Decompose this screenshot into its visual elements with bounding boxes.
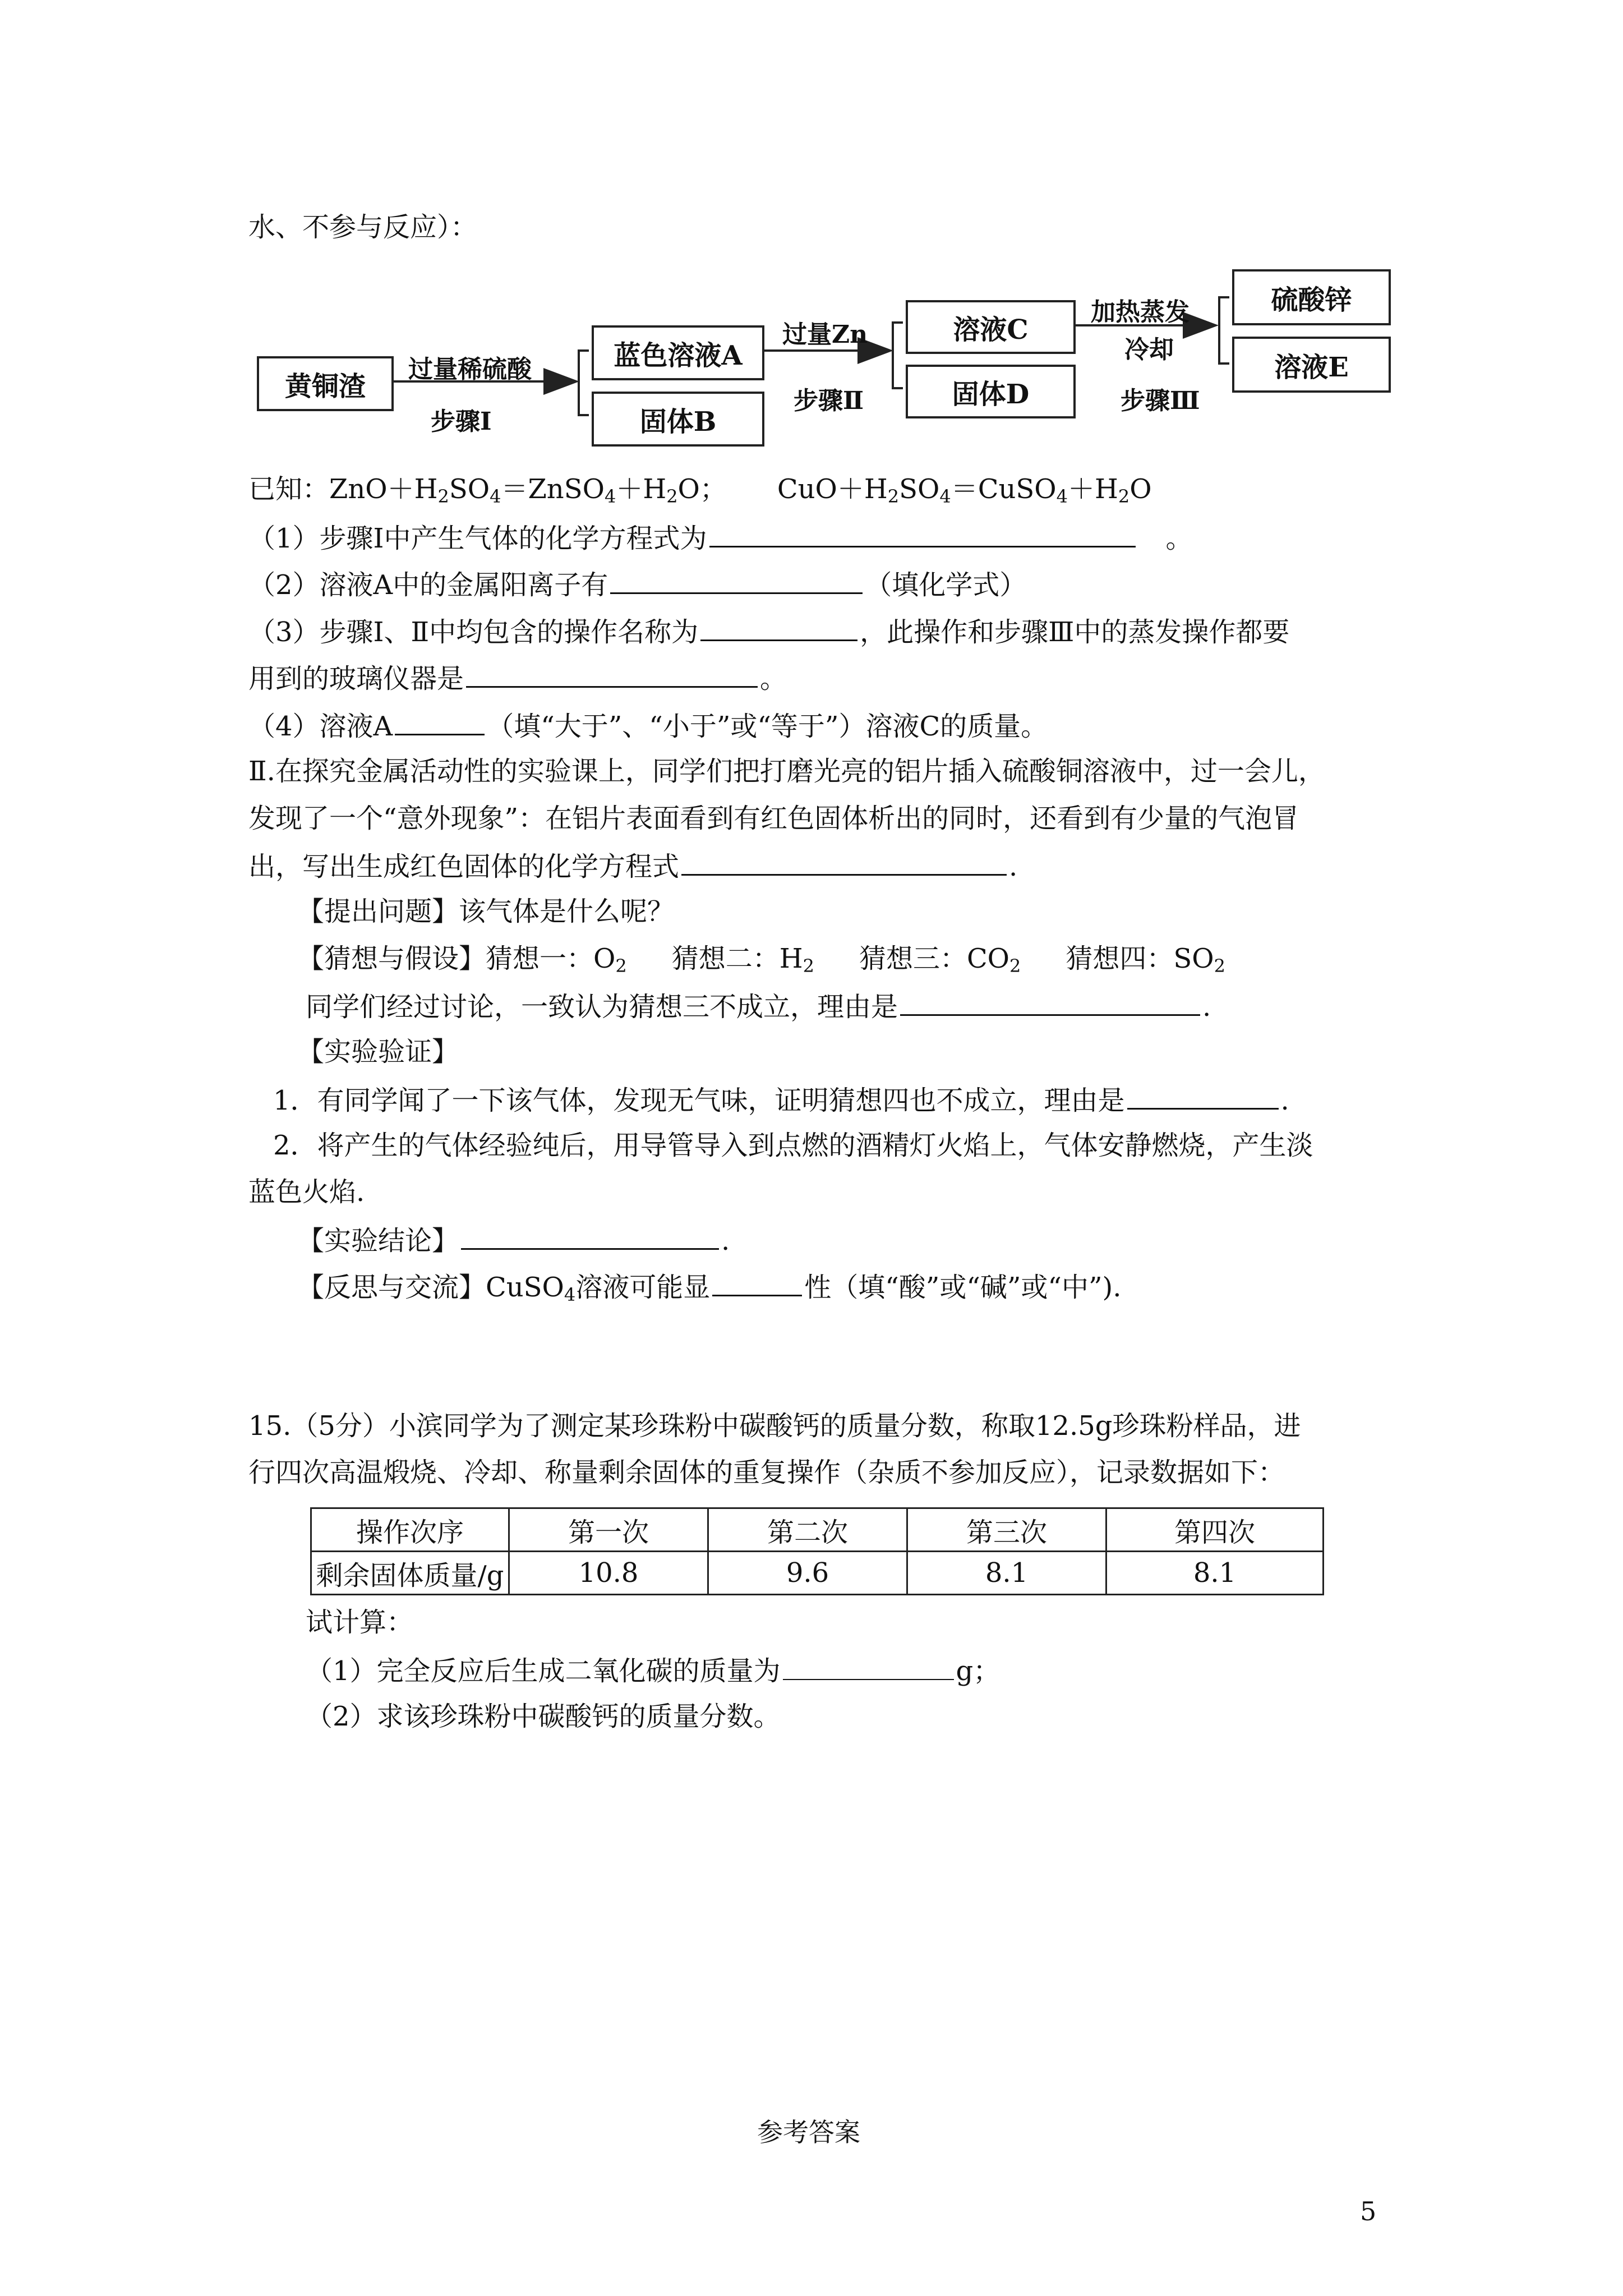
calc-1: （1）完全反应后生成二氧化碳的质量为 g； [306, 1652, 1000, 1689]
ask-question: 【提出问题】该气体是什么呢？ [297, 896, 675, 927]
known-equations: 已知：$ZnO+H_2SO_4=ZnSO_4+H_2O$； $CuO+H_2SO_4=CuSO_4+H_2O$ [248, 473, 1152, 507]
table-header-cell: 第二次 [708, 1508, 907, 1552]
box-solution-c: 溶液C [906, 300, 1076, 354]
table-cell: 9.6 [708, 1552, 907, 1595]
calc-2: （2）求该珍珠粉中碳酸钙的质量分数。 [306, 1701, 781, 1732]
answer-blank-q3a[interactable] [700, 613, 857, 641]
bracket-3 [1219, 297, 1229, 364]
table-header-cell: 第四次 [1106, 1508, 1324, 1552]
box-brass-slag: 黄铜渣 [257, 356, 394, 411]
verify-1: 1．有同学闻了一下该气体，发现无气味，证明猜想四也不成立，理由是 . [273, 1081, 1289, 1119]
question-1: （1）步骤Ⅰ中产生气体的化学方程式为 。 [248, 519, 1193, 556]
table-cell: 8.1 [1106, 1552, 1324, 1595]
label-excess-zn: 过量Zn [782, 320, 868, 349]
table-row [311, 1552, 1324, 1595]
table-header-cell: 操作次序 [311, 1508, 509, 1552]
verify-2-line2: 蓝色火焰. [248, 1176, 365, 1208]
part2-line1: Ⅱ.在探究金属活动性的实验课上，同学们把打磨光亮的铝片插入硫酸铜溶液中，过一会儿， [248, 756, 1325, 787]
verify-heading: 【实验验证】 [297, 1036, 459, 1068]
table-cell: 10.8 [509, 1552, 708, 1595]
answer-blank-conclusion[interactable] [461, 1221, 719, 1250]
verify-2-line1: 2．将产生的气体经验纯后，用导管导入到点燃的酒精灯火焰上，气体安静燃烧，产生淡 [273, 1130, 1313, 1161]
box-solid-d: 固体D [906, 365, 1076, 418]
conclusion: 【实验结论】 . [297, 1221, 730, 1259]
answer-blank-acidity[interactable] [712, 1268, 802, 1296]
table-header-row [311, 1508, 1324, 1552]
table-cell: 8.1 [907, 1552, 1106, 1595]
label-step2: 步骤Ⅱ [794, 386, 864, 415]
label-step3: 步骤Ⅲ [1121, 386, 1200, 415]
question-2: （2）溶液A中的金属阳离子有 （填化学式） [248, 565, 1026, 603]
box-solution-a: 蓝色溶液A [592, 325, 764, 380]
table-cell: 剩余固体质量/g [311, 1552, 509, 1595]
page-number: 5 [1360, 2196, 1377, 2226]
answer-blank-reason-guess3[interactable] [900, 987, 1200, 1016]
data-table [310, 1507, 1324, 1595]
reflection: 【反思与交流】CuSO$_4$溶液可能显 性（填“酸”或“碱”或“中”). [297, 1268, 1122, 1305]
q15-line1: 15.（5分）小滨同学为了测定某珍珠粉中碳酸钙的质量分数，称取12.5g珍珠粉样品，进 [248, 1410, 1301, 1442]
part2-line2: 发现了一个“意外现象”：在铝片表面看到有红色固体析出的同时，还看到有少量的气泡冒 [248, 803, 1299, 834]
answer-blank-q1[interactable] [709, 519, 1136, 547]
question-3-line1: （3）步骤Ⅰ、Ⅱ中均包含的操作名称为 ，此操作和步骤Ⅲ中的蒸发操作都要 [248, 613, 1289, 650]
answer-blank-co2-mass[interactable] [783, 1652, 954, 1680]
label-excess-acid: 过量稀硫酸 [408, 355, 532, 384]
process-flow-diagram [252, 258, 1430, 460]
box-zinc-sulfate: 硫酸锌 [1232, 269, 1391, 325]
label-step1: 步骤Ⅰ [431, 407, 492, 436]
calc-heading: 试计算： [306, 1607, 414, 1638]
label-heat-evaporate: 加热蒸发 [1091, 298, 1189, 326]
answer-blank-red-solid-equation[interactable] [681, 847, 1007, 876]
answer-blank-q2[interactable] [610, 565, 863, 594]
question-3-line2: 用到的玻璃仪器是 。 [248, 659, 787, 697]
table-header-cell: 第三次 [907, 1508, 1106, 1552]
bracket-1 [579, 351, 589, 415]
table-header-cell: 第一次 [509, 1508, 708, 1552]
answer-blank-q3b[interactable] [466, 659, 758, 688]
q15-line2: 行四次高温煅烧、冷却、称量剩余固体的重复操作（杂质不参加反应），记录数据如下： [248, 1457, 1285, 1488]
box-solution-e: 溶液E [1232, 337, 1391, 393]
box-solid-b: 固体B [592, 392, 764, 447]
hypotheses: 【猜想与假设】猜想一：$O_2$ 猜想二：$H_2$ 猜想三：$CO_2$ 猜想四：$SO_2$ [297, 943, 1226, 977]
label-cool: 冷却 [1124, 335, 1174, 364]
answer-title: 参考答案 [757, 2117, 860, 2147]
answer-blank-q4[interactable] [395, 707, 485, 735]
answer-blank-reason-guess4[interactable] [1127, 1081, 1279, 1110]
discussion: 同学们经过讨论，一致认为猜想三不成立，理由是 . [306, 987, 1211, 1025]
intro-text: 水、不参与反应）： [248, 211, 478, 243]
question-4: （4）溶液A （填“大于”、“小于”或“等于”）溶液C的质量。 [248, 707, 1048, 744]
bracket-2 [893, 323, 903, 388]
part2-line3: 出，写出生成红色固体的化学方程式 . [248, 847, 1017, 885]
